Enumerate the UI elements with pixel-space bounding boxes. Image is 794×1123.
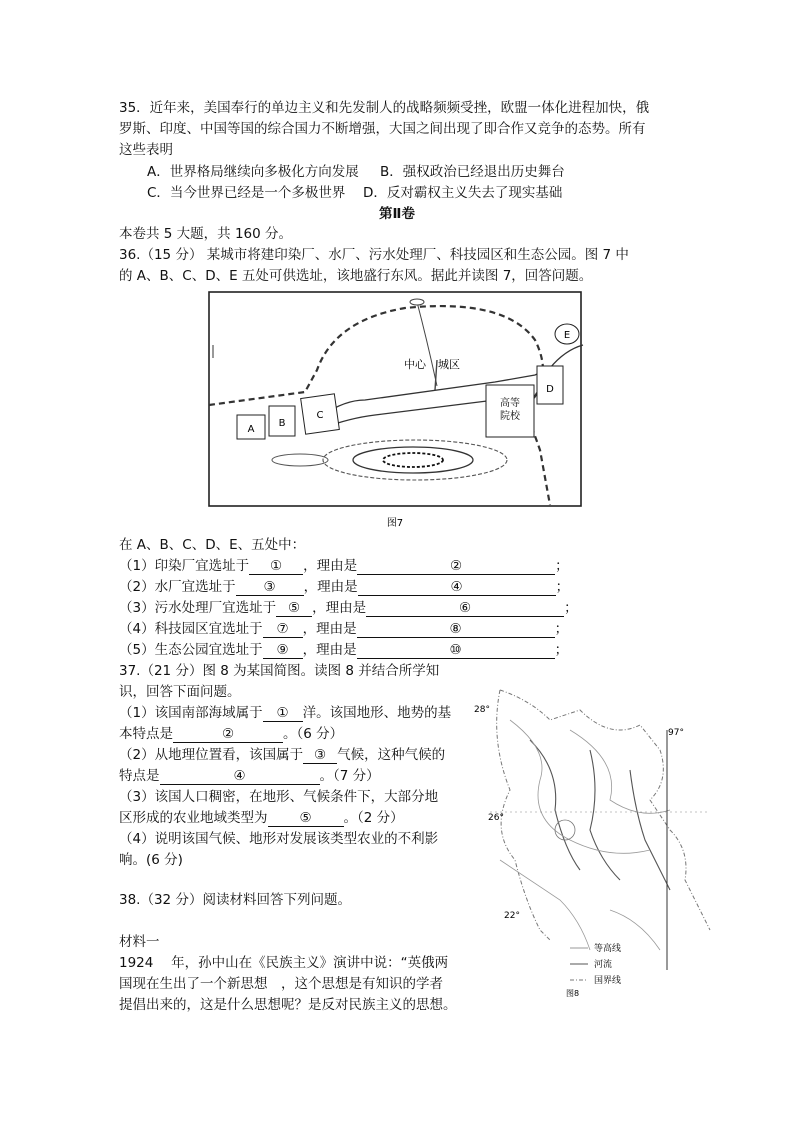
q37-line4: 本特点是 ② 。（6 分） [119,726,344,742]
site-a-label: A [247,424,255,435]
q37-line6: 特点是 ④ 。（7 分） [119,768,380,784]
q38-text-3: 提倡出来的，这是什么思想呢？是反对民族主义的思想。 [119,997,457,1013]
q38-material-label: 材料一 [119,934,160,950]
q35-line2: 罗斯、印度、中国等国的综合国力不断增强，大国之间出现了即合作又竞争的态势。所有 [119,121,646,137]
river-1 [530,740,580,870]
site-d-label: D [546,384,554,395]
q37-line10: 响。(6 分) [119,852,183,868]
q36-line1: 36.（15 分） 某城市将建印染厂、水厂、污水处理厂、科技园区和生态公园。图 7 中 [119,247,629,263]
answer-blank-4[interactable]: ④ [358,578,556,596]
urban-label: 城区 [438,358,460,371]
legend-river: 河流 [594,960,613,970]
contour-2 [570,730,670,813]
lat-28-label: 28° [474,705,490,715]
q37-blank-1[interactable]: ① [263,704,303,722]
q36-line2: 的 A、B、C、D、E 五处可供选址，该地盛行东风。据此并读图 7，回答问题。 [119,268,593,284]
q35-option-c: C．当今世界已经是一个多极世界 [147,185,346,201]
contour-3 [500,860,590,950]
q36-item-2: （2）水厂宜选址于 ③ ，理由是 ④ ； [119,579,570,595]
border-west [497,690,550,940]
q35-option-a: A．世界格局继续向多极化方向发展 [147,164,359,180]
q35-line1: 35．近年来，美国奉行的单边主义和先发制人的战略频频受挫，欧盟一体化进程加快，俄 [119,100,650,116]
q37-blank-4[interactable]: ④ [160,767,320,785]
answer-blank-3[interactable]: ③ [236,578,304,596]
lat-22-label: 22° [504,911,520,921]
q37-line7: （3）该国人口稠密，在地形、气候条件下，大部分地 [119,789,439,805]
figure7-caption: 图7 [386,518,404,529]
q37-line8: 区形成的农业地域类型为 ⑤ 。（2 分） [119,810,404,826]
river-2 [590,750,620,880]
q35-option-b: B．强权政治已经退出历史舞台 [380,164,565,180]
answer-blank-6[interactable]: ⑥ [366,599,564,617]
figure8-caption: 图8 [566,989,580,998]
q36-item-5: （5）生态公园宜选址于 ⑨ ，理由是 ⑩ ； [119,642,569,658]
q38-text-2: 国现在生出了一个新思想 ，这个思想是有知识的学者 [119,976,443,992]
q38-title: 38.（32 分）阅读材料回答下列问题。 [119,892,351,908]
answer-blank-8[interactable]: ⑧ [357,620,555,638]
q37-blank-2[interactable]: ② [173,725,283,743]
answer-blank-2[interactable]: ② [357,557,555,575]
q38-text-1: 1924 年，孙中山在《民族主义》演讲中说：“英俄两 [119,955,449,971]
site-b-label: B [278,418,286,429]
answer-blank-10[interactable]: ⑩ [357,641,555,659]
lon-97-label: 97° [668,728,684,738]
q37-line2: 识，回答下面问题。 [119,684,241,700]
part2-title: 第Ⅱ卷 [379,206,415,222]
q37-line3: （1）该国南部海域属于 ① 洋。该国地形、地势的基 [119,705,452,721]
college-label-2: 院校 [500,411,520,422]
part2-intro: 本卷共 5 大题，共 160 分。 [119,226,293,242]
q37-blank-5[interactable]: ⑤ [268,809,344,827]
answer-blank-1[interactable]: ① [249,557,303,575]
answer-blank-9[interactable]: ⑨ [263,641,303,659]
site-e-label: E [563,330,571,341]
river-3 [630,770,670,890]
contour-1 [510,720,650,853]
q37-blank-3[interactable]: ③ [303,746,337,764]
q36-item-3: （3）污水处理厂宜选址于 ⑤ ，理由是 ⑥ ； [119,600,578,616]
site-c-label: C [316,410,324,421]
q36-item-4: （4）科技园区宜选址于 ⑦ ，理由是 ⑧ ； [119,621,569,637]
figure7-city-map [205,290,585,530]
figure8-country-map [470,680,720,1000]
q37-line1: 37.（21 分）图 8 为某国简图。读图 8 并结合所学知 [119,663,440,679]
lat-26-label: 26° [488,813,504,823]
q36-lead: 在 A、B、C、D、E、五处中： [119,537,306,553]
college-label-1: 高等 [500,398,520,409]
north-node [410,299,424,305]
legend-border: 国界线 [594,976,622,986]
q35-option-d: D．反对霸权主义失去了现实基础 [363,185,563,201]
q37-line5: （2）从地理位置看，该国属于 ③ 气候，这种气候的 [119,747,446,763]
q36-item-1: （1）印染厂宜选址于 ① ，理由是 ② ； [119,558,569,574]
center-label: 中心 [404,358,426,371]
legend-contour: 等高线 [594,944,622,954]
border-north-east [500,690,710,930]
q37-line9: （4）说明该国气候、地形对发展该类型农业的不利影 [119,831,439,847]
answer-blank-5[interactable]: ⑤ [276,599,312,617]
q35-line3: 这些表明 [119,142,173,158]
answer-blank-7[interactable]: ⑦ [263,620,303,638]
